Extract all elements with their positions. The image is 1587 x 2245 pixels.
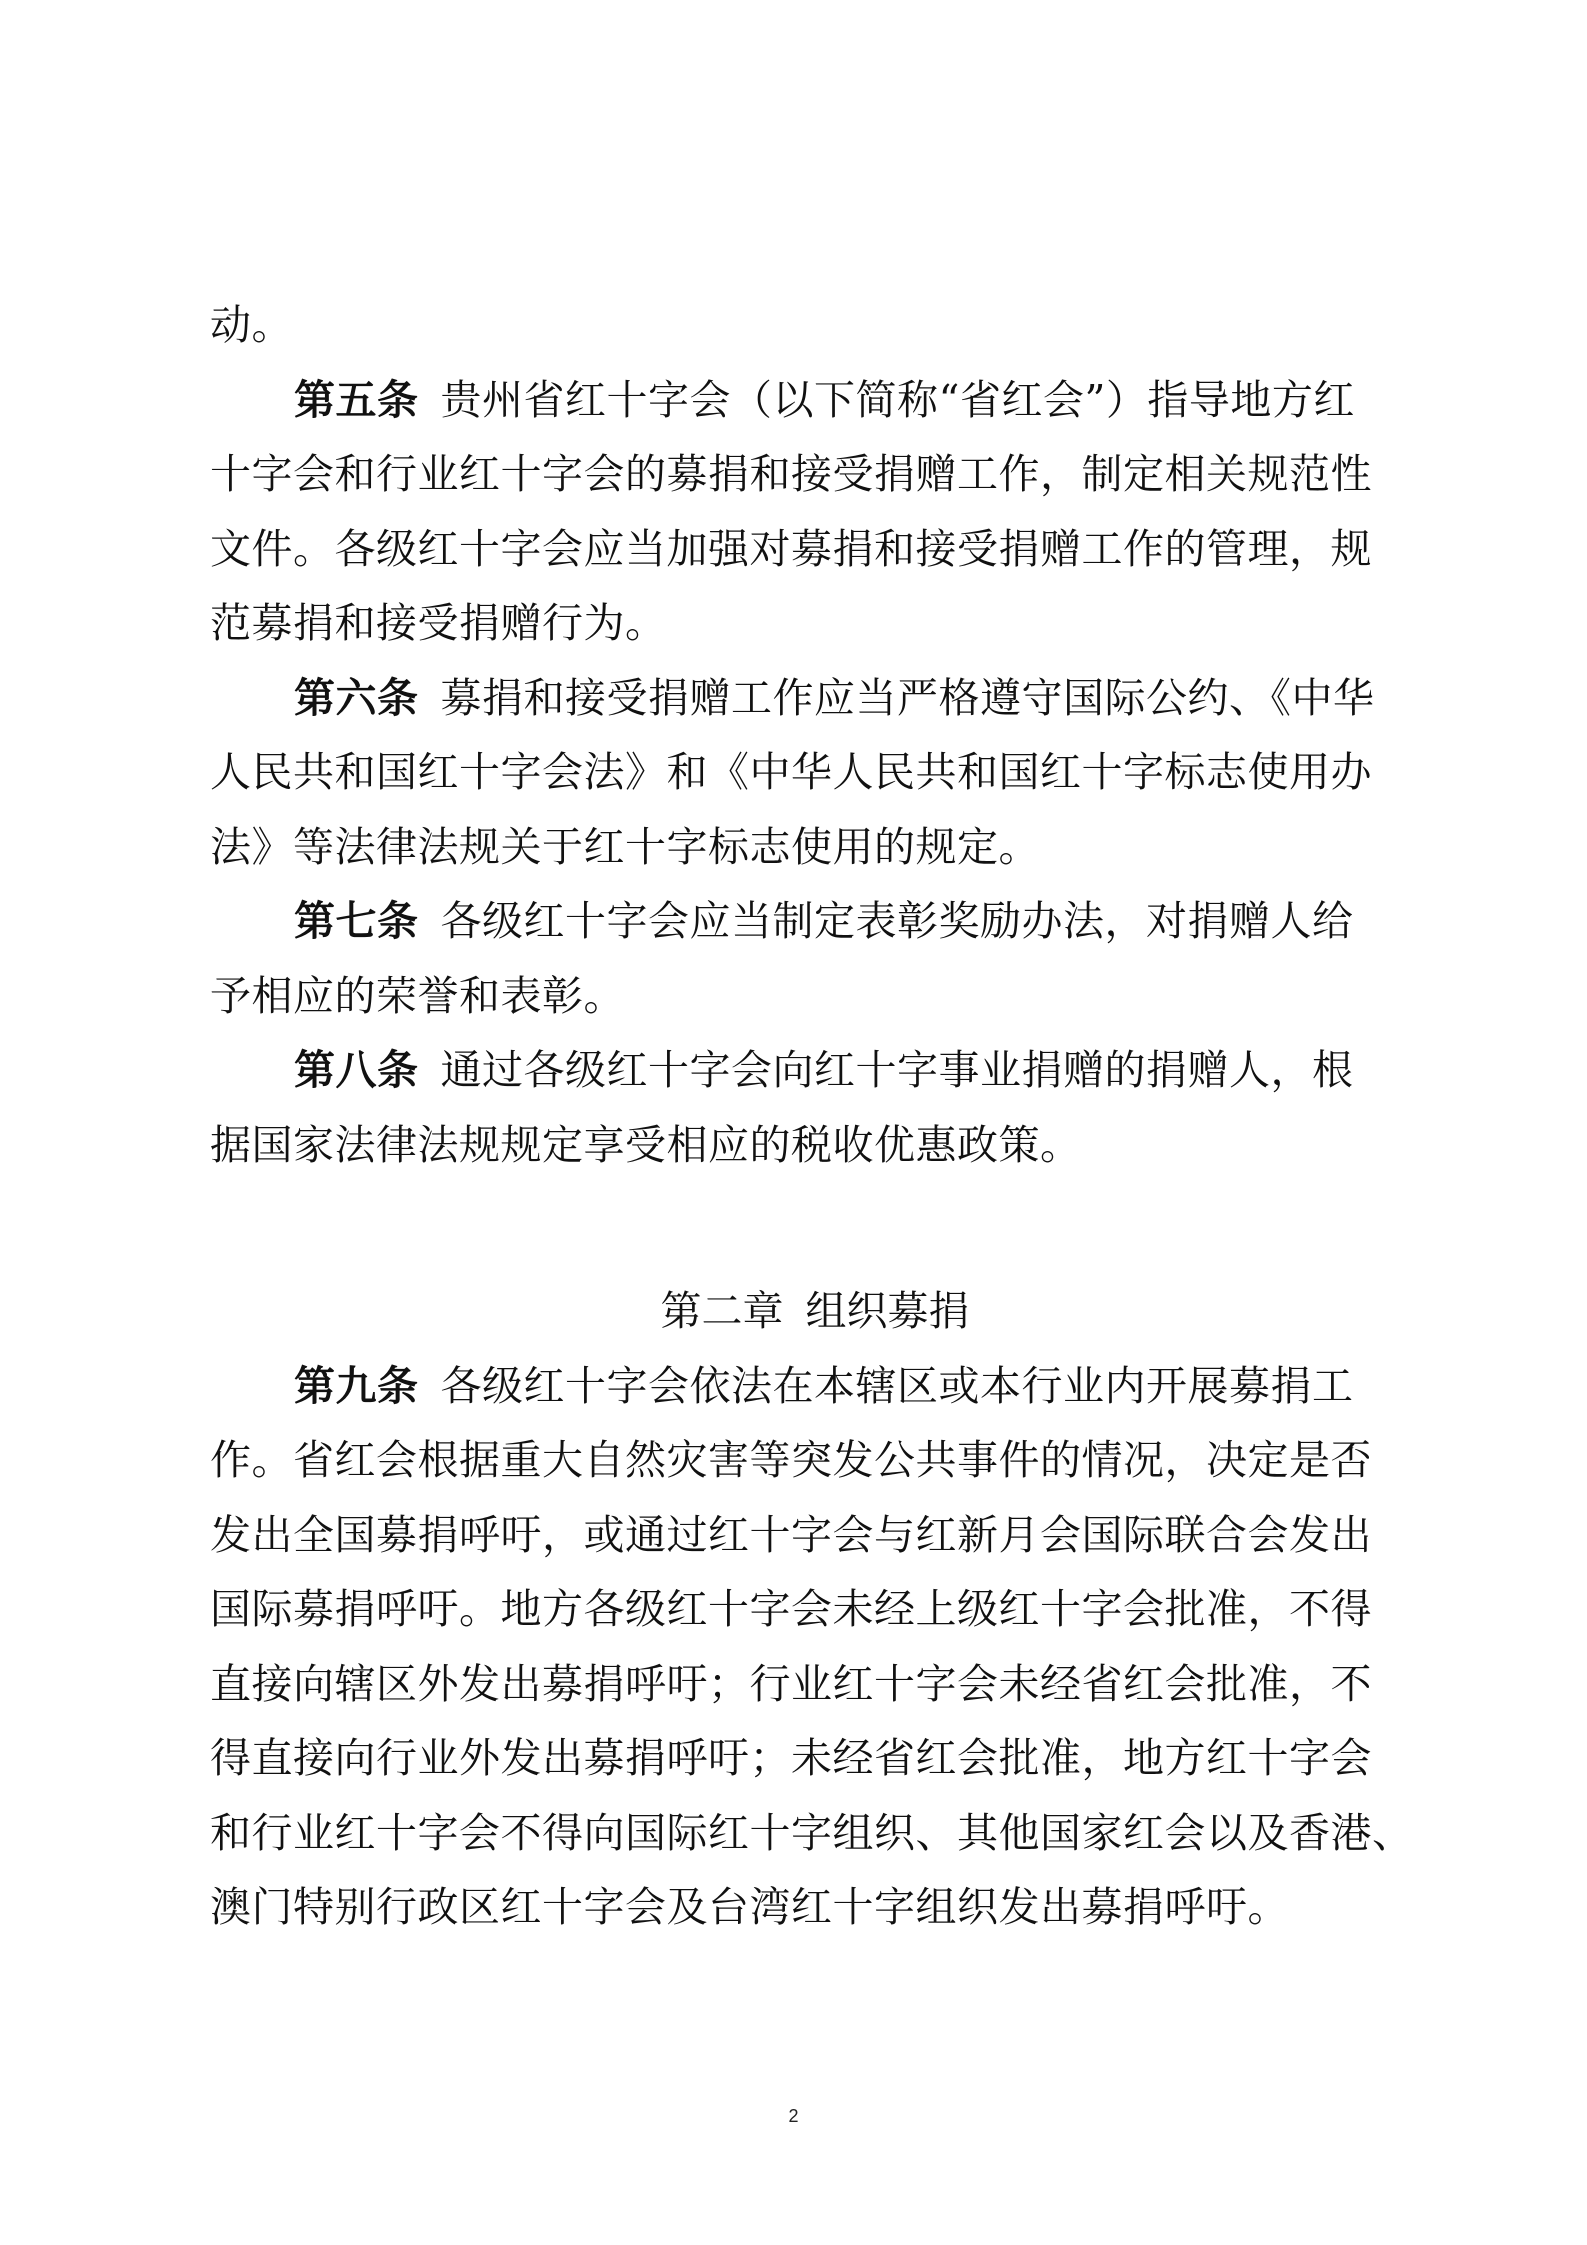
article-text: 各级红十字会依法在本辖区或本行业内开展募捐工 — [440, 1361, 1354, 1410]
article-7 — [210, 884, 1390, 1033]
article-line: 十字会和行业红十字会的募捐和接受捐赠工作，制定相关规范性 — [210, 450, 1372, 498]
page-number: 2 — [788, 2106, 799, 2126]
article-5 — [210, 363, 1390, 661]
article-line: 澳门特别行政区红十字会及台湾红十字组织发出募捐呼吁。 — [210, 1883, 1289, 1931]
continuation-line: 动。 — [210, 301, 293, 349]
article-line: 法》等法律法规关于红十字标志使用的规定。 — [210, 822, 1040, 871]
article-first-line — [210, 1349, 1390, 1424]
article-text: 贵州省红十字会（以下简称“省红会”）指导地方红 — [440, 375, 1355, 424]
article-text: 通过各级红十字会向红十字事业捐赠的捐赠人，根 — [440, 1046, 1354, 1094]
article-line: 文件。各级红十字会应当加强对募捐和接受捐赠工作的管理，规 — [210, 524, 1372, 573]
article-first-line — [210, 661, 1390, 736]
body-text — [210, 288, 1414, 1945]
chapter-title: 组织募捐 — [805, 1287, 970, 1335]
article-line: 得直接向行业外发出募捐呼吁；未经省红会批准，地方红十字会 — [210, 1734, 1372, 1782]
article-line: 发出全国募捐呼吁，或通过红十字会与红新月会国际联合会发出 — [210, 1510, 1372, 1559]
article-text: 募捐和接受捐赠工作应当严格遵守国际公约、《中华 — [440, 673, 1375, 722]
article-first-line — [210, 884, 1390, 959]
article-8 — [210, 1033, 1390, 1182]
article-label: 第六条 — [294, 673, 419, 722]
article-text: 各级红十字会应当制定表彰奖励办法，对捐赠人给 — [440, 897, 1354, 945]
article-line: 人民共和国红十字会法》和《中华人民共和国红十字标志使用办 — [210, 748, 1372, 796]
article-line: 和行业红十字会不得向国际红十字组织、其他国家红会以及香港、 — [210, 1808, 1414, 1857]
article-line: 据国家法律法规规定享受相应的税收优惠政策。 — [210, 1120, 1082, 1169]
article-line: 国际募捐呼吁。地方各级红十字会未经上级红十字会批准，不得 — [210, 1585, 1372, 1633]
article-label: 第七条 — [294, 897, 419, 945]
article-first-line — [210, 1033, 1390, 1108]
article-line: 直接向辖区外发出募捐呼吁；行业红十字会未经省红会批准，不 — [210, 1659, 1372, 1708]
article-first-line — [210, 363, 1390, 438]
chapter-number: 第二章 — [660, 1287, 784, 1335]
article-line: 范募捐和接受捐赠行为。 — [210, 599, 667, 647]
article-line: 作。省红会根据重大自然灾害等突发公共事件的情况，决定是否 — [210, 1436, 1372, 1484]
article-line: 予相应的荣誉和表彰。 — [210, 971, 625, 1020]
article-9 — [210, 1349, 1414, 1945]
article-label: 第九条 — [294, 1361, 419, 1410]
article-label: 第八条 — [294, 1046, 419, 1094]
chapter-heading — [210, 1274, 1390, 1349]
article-label: 第五条 — [294, 375, 419, 424]
article-6 — [210, 661, 1390, 885]
section-gap — [210, 1182, 1390, 1274]
